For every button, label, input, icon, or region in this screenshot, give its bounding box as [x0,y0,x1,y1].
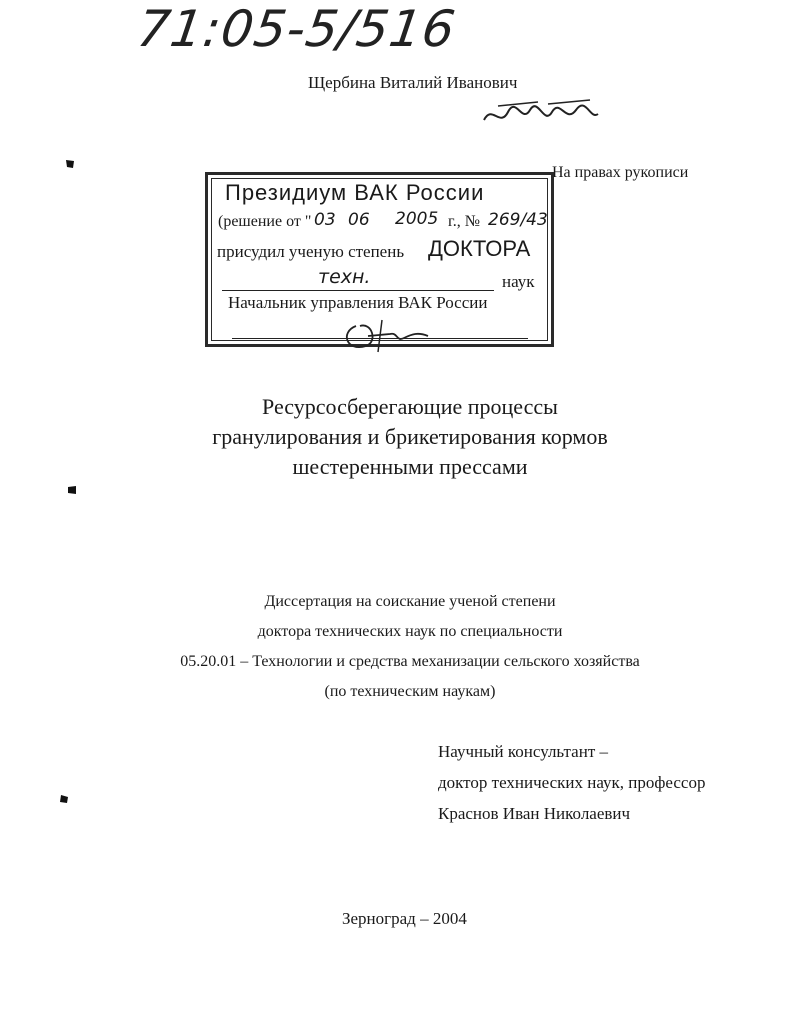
diss-line-1: Диссертация на соискание ученой степени [264,593,556,610]
consultant-block [438,736,705,829]
handwritten-catalog-number: 71:05-5/516 [133,0,460,58]
diss-line-2: доктора технических наук по специальности [257,623,563,640]
stamp-degree: ДОКТОРА [428,236,531,261]
stamp-date-year: 2005 [395,209,439,229]
title-line-3: шестеренными прессами [292,454,528,479]
stamp-year-suffix: г., № [448,213,481,230]
stamp-title: Президиум ВАК России [225,180,485,205]
manuscript-note: На правах рукописи [552,164,689,181]
stamp-date-day: 03 [314,210,336,230]
author-name: Щербина Виталий Иванович [308,73,518,92]
author-signature [478,94,604,132]
stamp-head-signature [338,312,438,356]
title-line-2: гранулирования и брикетирования кормов [212,424,608,449]
stamp-head-title: Начальник управления ВАК России [228,293,488,312]
consultant-name: Краснов Иван Николаевич [438,804,631,823]
binder-hole-mark [64,158,76,170]
binder-hole-mark [58,793,70,805]
stamp-field-handwritten: техн. [318,266,371,288]
place-year: Зерноград – 2004 [342,909,467,928]
stamp-sciences-word: наук [502,272,535,291]
stamp-decision-prefix: (решение от " [218,213,312,230]
title-line-1: Ресурсосберегающие процессы [262,394,558,419]
stamp-decision-number: 269/43 [488,210,548,230]
stamp-awarded-text: присудил ученую степень [217,242,405,261]
consultant-degree: доктор технических наук, профессор [438,773,706,792]
stamp-date-month: 06 [348,210,370,230]
diss-line-3: 05.20.01 – Технологии и средства механизации сельского хозяйства [180,653,640,670]
dissertation-info [110,587,710,707]
dissertation-title [150,392,670,482]
stamp-field-underline [222,290,494,291]
consultant-role: Научный консультант – [438,742,608,761]
binder-hole-mark [66,484,78,496]
diss-line-4: (по техническим наукам) [324,683,496,700]
